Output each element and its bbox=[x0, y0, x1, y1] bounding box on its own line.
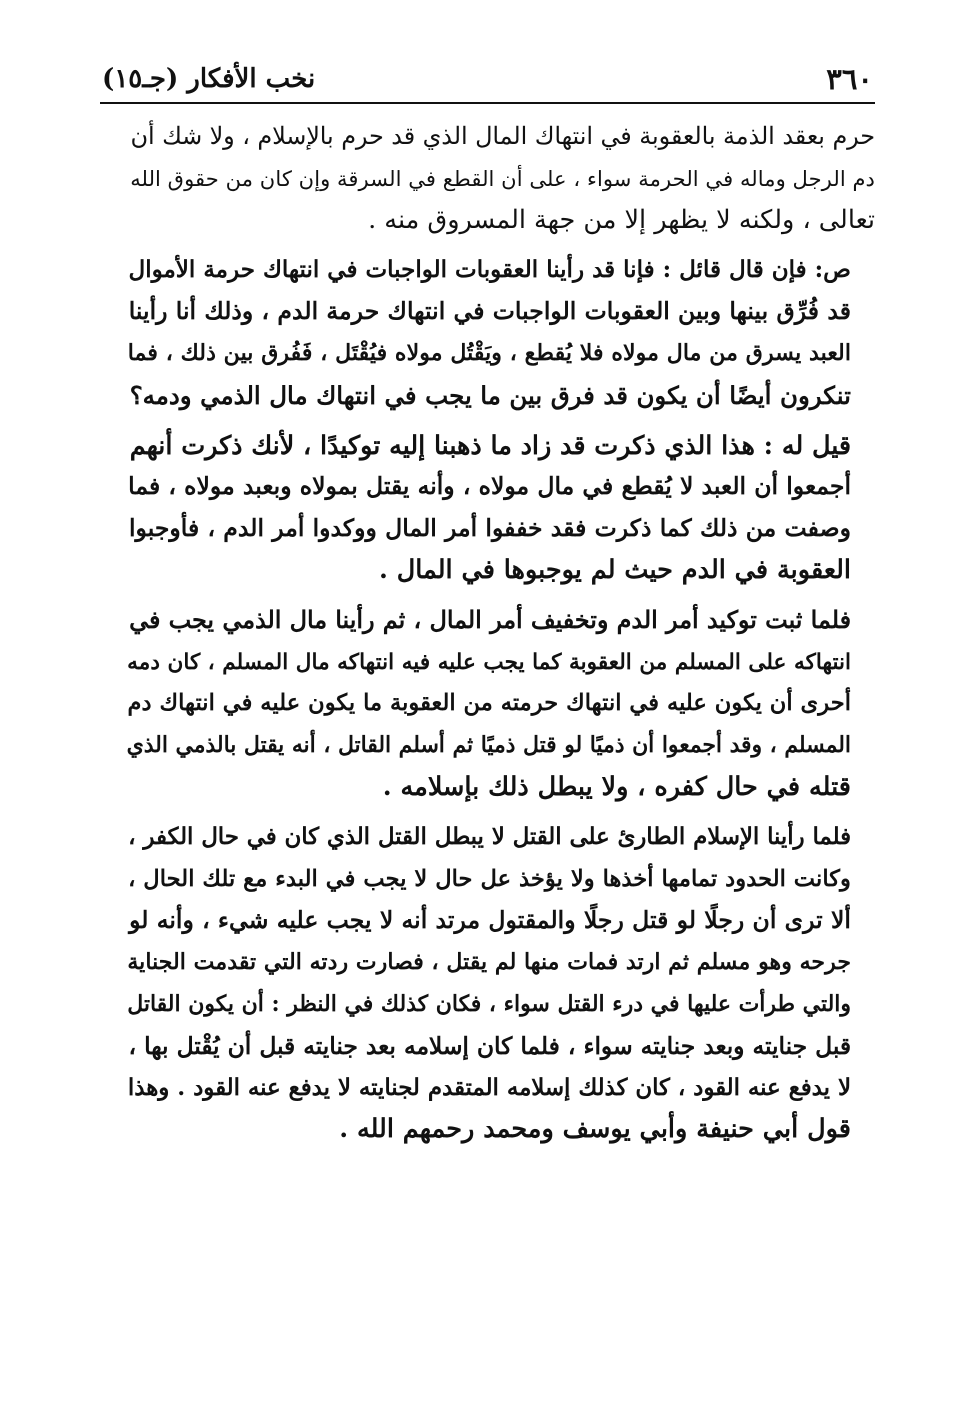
paragraph-1 bbox=[100, 116, 875, 241]
text-line: أحرى أن يكون عليه في انتهاك حرمته من العقوبة ما يكون عليه في انتهاك دم bbox=[127, 690, 851, 717]
text-line: ص: فإن قال قائل : فإنا قد رأينا العقوبات الواجبات في انتهاك حرمة الأموال bbox=[128, 256, 851, 284]
text-line: قتله في حال كفره ، ولا يبطل ذلك بإسلامه . bbox=[382, 771, 851, 802]
paragraph-2 bbox=[100, 249, 875, 416]
text-line: قبل جنايته وبعد جنايته سواء ، فلما كان إسلامه بعد جنايته قبل أن يُقْتل بها ، bbox=[128, 1032, 851, 1060]
text-line: جرحه وهو مسلم ثم ارتد فمات منها لم يقتل ، فصارت ردته التي تقدمت الجناية bbox=[127, 949, 851, 976]
text-line: قيل له : هذا الذي ذكرت قد زاد ما ذهبنا إليه توكيدًا ، لأنك ذكرت أنهم bbox=[129, 429, 851, 460]
text-line: ألا ترى أن رجلًا لو قتل رجلًا والمقتول مرتد أنه لا يجب عليه شيء ، وأنه لو bbox=[129, 906, 851, 935]
text-line: تعالى ، ولكنه لا يظهر إلا من جهة المسروق منه . bbox=[368, 204, 875, 235]
text-line: فلما رأينا الإسلام الطارئ على القتل لا يبطل القتل الذي كان في حال الكفر ، bbox=[128, 823, 851, 850]
page-number: ٣٦٠ bbox=[826, 62, 873, 96]
paragraph-4 bbox=[100, 600, 875, 809]
text-line: العبد يسرق من مال مولاه فلا يُقطع ، ويَقْتُل مولاه فيُقْتَل ، فَفُرق بين ذلك ، فما bbox=[127, 339, 851, 366]
text-line: حرم بعقد الذمة بالعقوبة في انتهاك المال الذي قد حرم بالإسلام ، ولا شك أن bbox=[130, 122, 875, 150]
text-line: العقوبة في الدم حيث لم يوجبوها في المال . bbox=[378, 554, 851, 585]
text-line: وكانت الحدود تمامها أخذها ولا يؤخذ عل حال لا يجب في البدء مع تلك الحال ، bbox=[128, 865, 851, 892]
book-title: نخب الأفكار (جـ١٥) bbox=[102, 64, 316, 94]
body-text bbox=[100, 116, 875, 1151]
text-line: أجمعوا أن العبد لا يُقطع في مال مولاه ، وأنه يقتل بمولاه وبعبد مولاه ، فما bbox=[128, 472, 851, 501]
text-line: فلما ثبت توكيد أمر الدم وتخفيف أمر المال ، ثم رأينا مال الذمي يجب في bbox=[129, 605, 851, 634]
text-line: قول أبي حنيفة وأبي يوسف ومحمد رحمهم الله . bbox=[339, 1114, 851, 1145]
book-page bbox=[100, 50, 875, 1370]
text-line: وصفت من ذلك كما ذكرت فقد خففوا أمر المال ووكدوا أمر الدم ، فأوجبوا bbox=[129, 514, 851, 543]
text-line: لا يدفع عنه القود ، كان كذلك إسلامه المتقدم لجنايته لا يدفع عنه القود . وهذا bbox=[127, 1074, 851, 1101]
text-line: قد فُرِّق بينها وبين العقوبات الواجبات في انتهاك حرمة الدم ، وذلك أنا رأينا bbox=[128, 297, 851, 326]
text-line: والتي طرأت عليها في درء القتل سواء ، فكان كذلك في النظر : أن يكون القاتل bbox=[127, 990, 851, 1017]
paragraph-5 bbox=[100, 817, 875, 1151]
running-header bbox=[100, 50, 875, 104]
text-line: تنكرون أيضًا أن يكون قد فرق بين ما يجب في انتهاك مال الذمي ودمه؟ bbox=[129, 380, 851, 410]
text-line: دم الرجل وماله في الحرمة سواء ، على أن القطع في السرقة وإن كان من حقوق الله bbox=[130, 165, 875, 191]
text-line: انتهاكه على المسلم من العقوبة كما يجب عليه فيه انتهاكه مال المسلم ، كان دمه bbox=[127, 649, 851, 675]
text-line: المسلم ، وقد أجمعوا أن ذميًا لو قتل ذميًا ثم أسلم القاتل ، أنه يقتل بالذمي الذي bbox=[126, 732, 851, 759]
paragraph-3 bbox=[100, 425, 875, 592]
